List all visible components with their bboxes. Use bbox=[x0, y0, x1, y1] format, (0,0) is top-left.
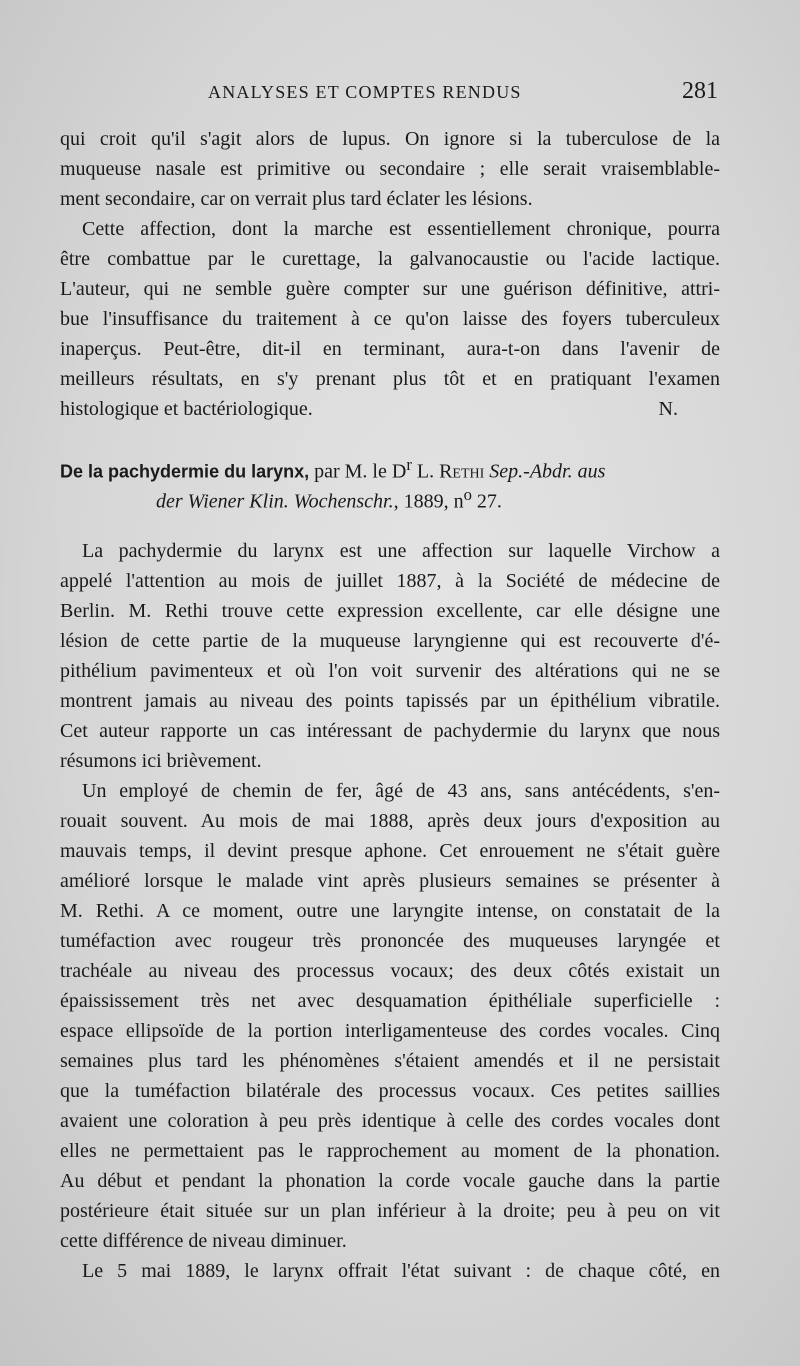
text-line: Cette affection, dont la marche est essentiellement chronique, pourra bbox=[82, 218, 720, 240]
review-source-year: , 1889, n bbox=[393, 490, 464, 513]
paragraph bbox=[60, 536, 720, 776]
text-line: elles ne permettaient pas le rapprochement au moment de la phonation. bbox=[60, 1140, 720, 1162]
text-line: pithélium pavimenteux et où l'on voit survenir des altérations qui ne se bbox=[60, 660, 720, 682]
text-line: postérieure était située sur un plan inférieur à la droite; peu à peu on vit bbox=[60, 1200, 720, 1222]
text-line bbox=[60, 394, 720, 424]
text-line: inaperçus. Peut-être, dit-il en terminant, aura-t-on dans l'avenir de bbox=[60, 338, 720, 360]
text-line: tuméfaction avec rougeur très prononcée des muqueuses laryngée et bbox=[60, 930, 720, 952]
review-heading-line bbox=[60, 450, 720, 483]
review-source-sup: o bbox=[463, 485, 472, 504]
review-heading-line bbox=[60, 480, 720, 513]
text-line: semaines plus tard les phénomènes s'étaient amendés et il ne persistait bbox=[60, 1050, 720, 1072]
text-line: mauvais temps, il devint presque aphone. Cet enrouement ne s'était guère bbox=[60, 840, 720, 862]
text-line: rouait souvent. Au mois de mai 1888, après deux jours d'exposition au bbox=[60, 810, 720, 832]
text-line: L'auteur, qui ne semble guère compter sur une guérison définitive, attri- bbox=[60, 278, 720, 300]
text-line: Un employé de chemin de fer, âgé de 43 ans, sans antécédents, s'en- bbox=[82, 780, 720, 802]
running-head bbox=[58, 78, 718, 112]
text-line: muqueuse nasale est primitive ou secondaire ; elle serait vraisemblable- bbox=[60, 158, 720, 180]
text-line: meilleurs résultats, en s'y prenant plus tôt et en pratiquant l'examen bbox=[60, 368, 720, 390]
review-heading bbox=[60, 450, 720, 513]
text-line: espace ellipsoïde de la portion interligamenteuse des cordes vocales. Cinq bbox=[60, 1020, 720, 1042]
text-line: Le 5 mai 1889, le larynx offrait l'état suivant : de chaque côté, en bbox=[82, 1260, 720, 1282]
text-line: lésion de cette partie de la muqueuse laryngienne qui est recouverte d'é- bbox=[60, 630, 720, 652]
text-line: Cet auteur rapporte un cas intéressant de pachydermie du larynx que nous bbox=[60, 720, 720, 742]
text-line: appelé l'attention au mois de juillet 1887, à la Société de médecine de bbox=[60, 570, 720, 592]
text-line: épaississement très net avec desquamation épithéliale superficielle : bbox=[60, 990, 720, 1012]
review-source-journal: der Wiener Klin. Wochenschr. bbox=[156, 490, 394, 513]
text-line: bue l'insuffisance du traitement à ce qu'on laisse des foyers tuberculeux bbox=[60, 308, 720, 330]
review-by: par M. le D bbox=[309, 460, 407, 483]
page-number: 281 bbox=[682, 78, 718, 104]
running-head-title: ANALYSES ET COMPTES RENDUS bbox=[208, 82, 522, 102]
review-author-initial: L. bbox=[411, 460, 440, 483]
text-line: avaient une coloration à peu près identique à celle des cordes vocales dont bbox=[60, 1110, 720, 1132]
review-author-name: Rethi bbox=[439, 460, 485, 483]
text-line: trachéale au niveau des processus vocaux; des deux côtés existait un bbox=[60, 960, 720, 982]
review-source: Sep.-Abdr. aus bbox=[484, 460, 606, 483]
text-line: que la tuméfaction bilatérale des processus vocaux. Ces petites saillies bbox=[60, 1080, 720, 1102]
review-title: De la pachydermie du larynx, bbox=[60, 461, 310, 482]
text-line: Berlin. M. Rethi trouve cette expression excellente, car elle désigne une bbox=[60, 600, 720, 622]
paragraph bbox=[60, 776, 720, 1256]
paragraph bbox=[60, 124, 720, 214]
paragraph bbox=[60, 1256, 720, 1286]
review-source-number: 27. bbox=[471, 490, 502, 513]
text-line: La pachydermie du larynx est une affection sur laquelle Virchow a bbox=[82, 540, 720, 562]
reviewer-signature: N. bbox=[658, 398, 678, 420]
text-line: être combattue par le curettage, la galvanocaustie ou l'acide lactique. bbox=[60, 248, 720, 270]
text-line: amélioré lorsque le malade vint après plusieurs semaines se présenter à bbox=[60, 870, 720, 892]
spacer bbox=[60, 510, 720, 536]
body-text bbox=[60, 124, 720, 1286]
text-line: Au début et pendant la phonation la corde vocale gauche dans la partie bbox=[60, 1170, 720, 1192]
text-line: résumons ici brièvement. bbox=[60, 750, 262, 772]
text-line-content: histologique et bactériologique. bbox=[60, 398, 313, 420]
review-by-sup: r bbox=[406, 455, 412, 474]
text-line: cette différence de niveau diminuer. bbox=[60, 1230, 347, 1252]
text-line: M. Rethi. A ce moment, outre une laryngite intense, on constatait de la bbox=[60, 900, 720, 922]
paragraph bbox=[60, 214, 720, 424]
text-line: ment secondaire, car on verrait plus tard éclater les lésions. bbox=[60, 188, 533, 210]
text-line: qui croit qu'il s'agit alors de lupus. On ignore si la tuberculose de la bbox=[60, 128, 720, 150]
text-line: montrent jamais au niveau des points tapissés par un épithélium vibratile. bbox=[60, 690, 720, 712]
